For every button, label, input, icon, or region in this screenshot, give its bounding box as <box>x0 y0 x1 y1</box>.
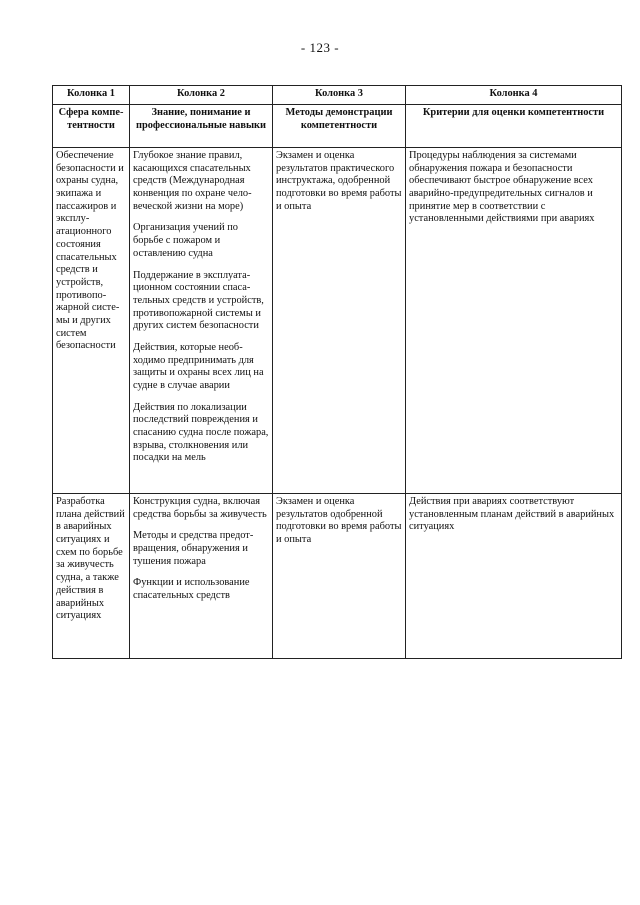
competence-table <box>52 85 622 659</box>
table-row <box>53 148 622 494</box>
knowledge-cell <box>130 494 273 659</box>
column-header-methods: Методы демонстрации компетентности <box>273 105 406 148</box>
methods-cell: Экзамен и оценка результатов практического инструктажа, одобренной подготовки во время работы и опыта <box>273 148 406 494</box>
column-header-row <box>53 105 622 148</box>
column-label-3: Колонка 3 <box>273 86 406 105</box>
knowledge-item: Поддержание в эксплуатационном состоянии спасательных средств и устройств, противопожарной системы и других систем безопасности <box>133 269 264 332</box>
knowledge-item: Конструкция судна, включая средства борьбы за живучесть <box>133 496 267 520</box>
column-label-1: Колонка 1 <box>53 86 130 105</box>
page-number: - 123 - <box>300 40 340 55</box>
column-header-knowledge: Знание, понимание и профессиональные навыки <box>130 105 273 148</box>
knowledge-item: Действия, которые необходимо предпринимать для защиты и охраны всех лиц на судне в случае аварии <box>133 341 264 391</box>
knowledge-item: Глубокое знание правил, касающихся спасательных средств (Международная конвенция по охране человеческой жизни на море) <box>133 150 252 212</box>
column-label-4: Колонка 4 <box>406 86 622 105</box>
column-header-criteria: Критерии для оценки компетентности <box>406 105 622 148</box>
knowledge-item: Организация учений по борьбе с пожаром и оставлению судна <box>133 222 238 259</box>
knowledge-item: Методы и средства предотвращения, обнаружения и тушения пожара <box>133 530 254 567</box>
table-row <box>53 494 622 659</box>
methods-cell: Экзамен и оценка результатов одобренной подготовки во время работы и опыта <box>273 494 406 659</box>
criteria-cell: Действия при авариях соответствуют установленным планам действий в аварийных ситуациях <box>406 494 622 659</box>
column-label-2: Колонка 2 <box>130 86 273 105</box>
knowledge-item: Действия по локализации последствий повреждения и спасанию судна после пожара, взрыва, столкновения или посадки на мель <box>133 401 269 464</box>
knowledge-item: Функции и использование спасательных средств <box>133 577 250 602</box>
knowledge-cell <box>130 148 273 494</box>
column-header-competence: Сфера компетентности <box>53 105 130 148</box>
competence-cell: Обеспечение безопасности и охраны судна, экипажа и пассажиров и эксплуатационного состояния спасательных средств и устройств, противопожарной системы и других систем безопасности <box>53 148 130 494</box>
competence-cell: Разработка плана действий в аварийных ситуациях и схем по борьбе за живучесть судна, а также действия в аварийных ситуациях <box>53 494 130 659</box>
column-label-row <box>53 86 622 105</box>
criteria-cell: Процедуры наблюдения за системами обнаружения пожара и безопасности обеспечивают быстрое обнаружение всех аварийно-предупредительных сигналов и принятие мер в соответствии с установленными действиями при авариях <box>406 148 622 494</box>
